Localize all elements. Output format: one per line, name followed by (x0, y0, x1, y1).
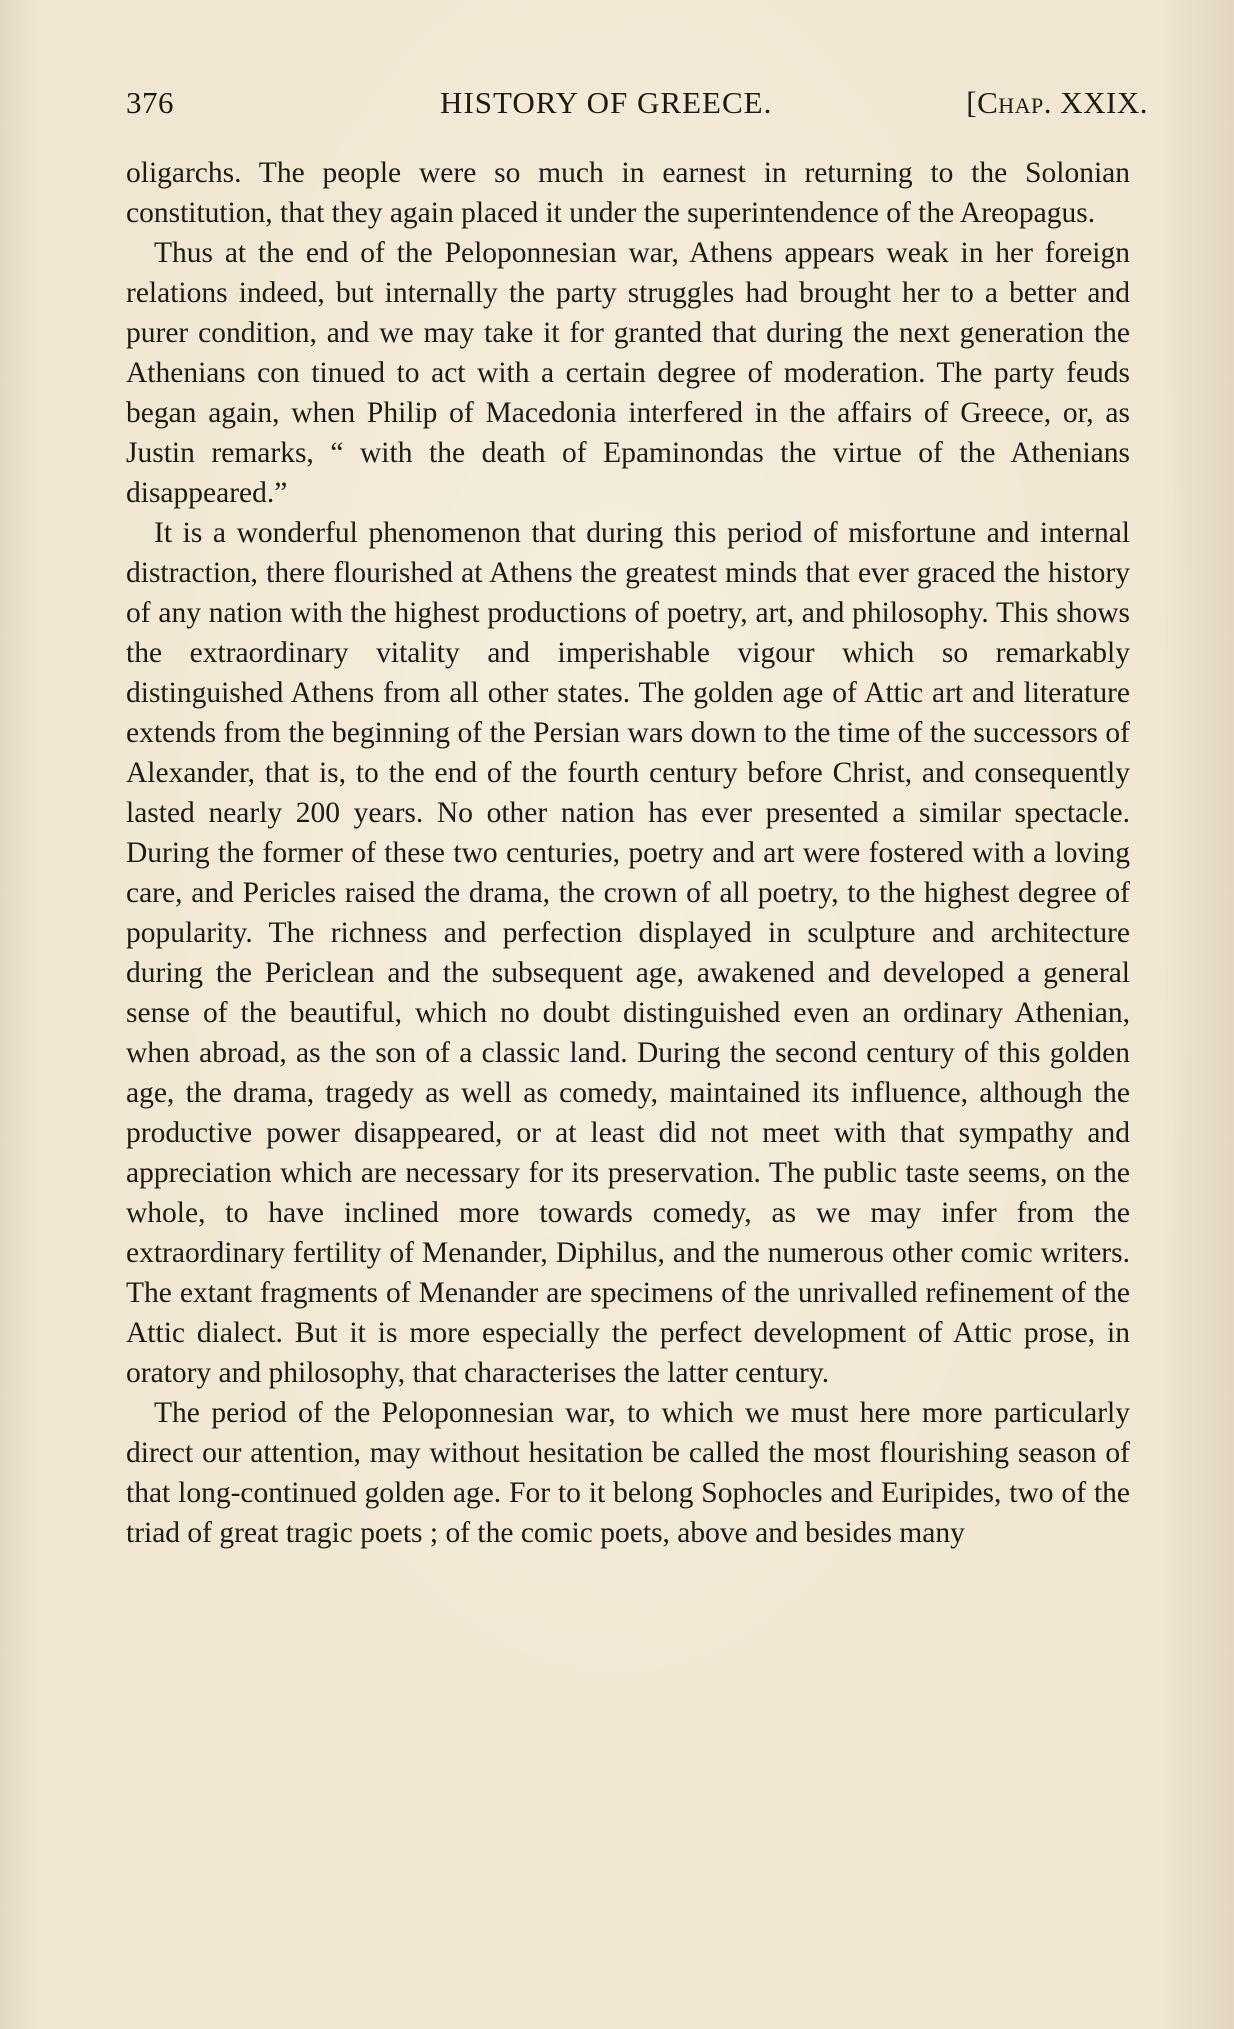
paragraph-1: oligarchs. The people were so much in earnest in returning to the Solonian constitution, that they again placed it under the superintendence of the Areopagus. (126, 157, 1130, 229)
body-text (126, 153, 1130, 1553)
paragraph-2: Thus at the end of the Peloponnesian war, Athens appears weak in her foreign relations indeed, but internally the party struggles had brought her to a better and purer condition, and we may take it for granted that during the next generation the Athenians con tinued to act with a certain degree of moderation. The party feuds began again, when Philip of Macedonia interfered in the affairs of Greece, or, as Justin remarks, “ with the death of Epaminondas the virtue of the Athenians disappeared.” (126, 237, 1130, 509)
paragraph-3: It is a wonderful phenomenon that during this period of misfortune and internal distraction, there flourished at Athens the greatest minds that ever graced the history of any nation with the highest productions of poetry, art, and philosophy. This shows the extraordinary vitality and imperishable vigour which so remarkably distinguished Athens from all other states. The golden age of Attic art and literature extends from the beginning of the Persian wars down to the time of the successors of Alexander, that is, to the end of the fourth century before Christ, and consequently lasted nearly 200 years. No other nation has ever presented a similar spectacle. During the former of these two centuries, poetry and art were fostered with a loving care, and Pericles raised the drama, the crown of all poetry, to the highest degree of popularity. The richness and perfection displayed in sculpture and architecture during the Periclean and the subsequent age, awakened and developed a general sense of the beautiful, which no doubt distinguished even an ordinary Athenian, when abroad, as the son of a classic land. During the second century of this golden age, the drama, tragedy as well as comedy, maintained its influence, although the productive power disappeared, or at least did not meet with that sympathy and appreciation which are necessary for its preservation. The public taste seems, on the whole, to have inclined more towards comedy, as we may infer from the extraordinary fertility of Menander, Diphilus, and the numerous other comic writers. The extant fragments of Menander are specimens of the unrivalled refinement of the Attic dialect. But it is more especially the perfect development of Attic prose, in oratory and philosophy, that characterises the latter century. (126, 517, 1130, 1389)
running-title: HISTORY OF GREECE. (440, 85, 773, 120)
paragraph-4: The period of the Peloponnesian war, to which we must here more particularly direct our attention, may without hesitation be called the most flourishing season of that long-continued golden age. For to it belong Sophocles and Euripides, two of the triad of great tragic poets ; of the comic poets, above and besides many (126, 1397, 1130, 1549)
chapter-label: [Chap. XXIX. (966, 85, 1148, 120)
running-header (126, 78, 1148, 128)
page-number: 376 (126, 85, 174, 120)
